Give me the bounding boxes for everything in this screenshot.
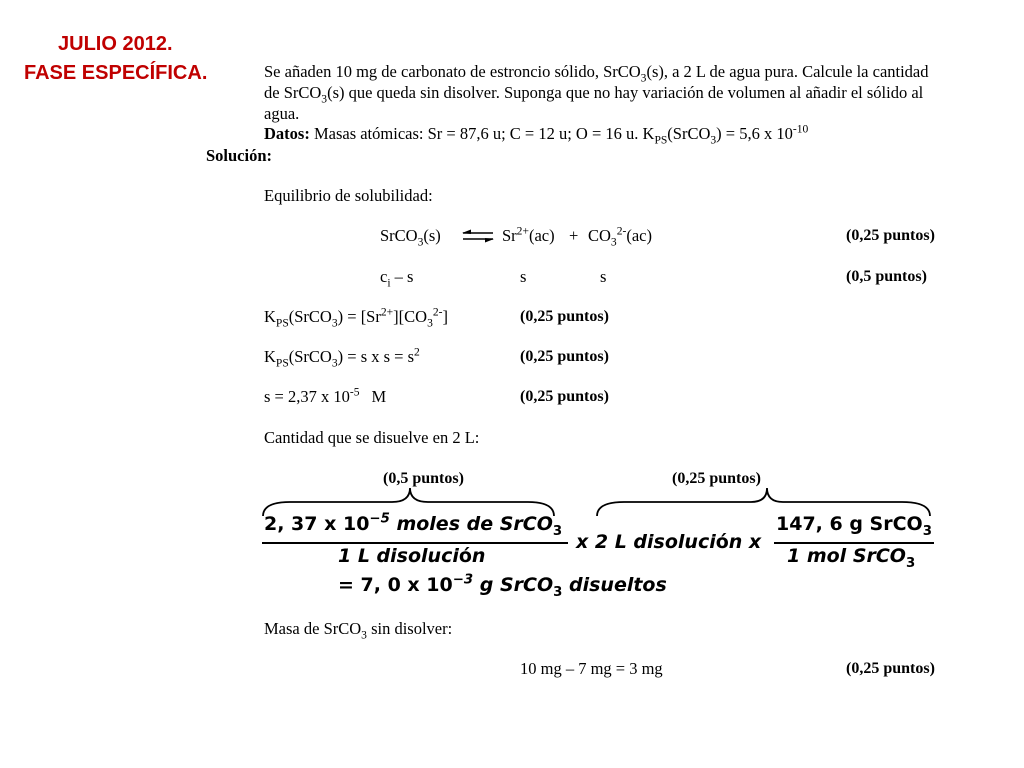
reaction-product-sr: $Sr^{2+}(ac)$ (502, 225, 555, 245)
fraction-1-numerator: 2, 37 x $10^{-5}$ moles de SrCO$_3$ (264, 511, 563, 539)
header-title-phase: FASE ESPECÍFICA. (24, 62, 208, 84)
equilibrium-arrow-icon (460, 229, 496, 243)
reaction-plus: + (569, 226, 579, 245)
kps-expression-points: (0,25 puntos) (520, 308, 609, 325)
conc-points: (0,5 puntos) (846, 268, 927, 285)
problem-datos: Datos: Masas atómicas: Sr = 87,6 u; C = 12 u; O = 16 u. $K_{PS}(SrCO_3) = 5,6$ x $10^{-10}$ (264, 123, 809, 147)
undissolved-label: Masa de SrCO$_3$ sin disolver: (264, 619, 453, 642)
kps-solubility-points: (0,25 puntos) (520, 348, 609, 365)
reaction-points: (0,25 puntos) (846, 227, 935, 244)
header-title-date: JULIO 2012. (58, 33, 173, 55)
conc-sr: s (520, 267, 527, 286)
conc-reactant: $c_i$ – s (380, 267, 414, 290)
solution-heading: Solución: (206, 146, 273, 165)
final-equation: 10 mg – 7 mg = 3 mg (520, 659, 663, 678)
dissolved-label: Cantidad que se disuelve en 2 L: (264, 428, 480, 447)
dissolved-result: = 7, 0 x $10^{-3}$ g SrCO$_3$ disueltos (338, 572, 667, 600)
fraction-2-numerator: 147, 6 g SrCO$_3$ (776, 513, 932, 539)
equilibrium-label: Equilibrio de solubilidad: (264, 186, 433, 205)
final-points: (0,25 puntos) (846, 660, 935, 677)
kps-solubility: $K_{PS}(SrCO_3) = s$ x $s = s^2$ (264, 346, 420, 370)
problem-line-3: agua. (264, 104, 300, 123)
problem-line-2: de SrCO$_3$(s) que queda sin disolver. Suponga que no hay variación de volumen al añadir el sólido al (264, 83, 924, 106)
fraction-2-denominator: 1 mol SrCO$_3$ (787, 545, 916, 571)
s-value: s = 2,37 x $10^{-5}$ M (264, 386, 387, 406)
middle-factor: x 2 L disolución x (576, 531, 762, 553)
fraction-1-denominator: 1 L disolución (338, 545, 486, 567)
reaction-product-co3: $CO_3^{2-}(ac)$ (588, 225, 652, 249)
kps-expression: $K_{PS}(SrCO_3) = [Sr^{2+}][CO_3^{2-}]$ (264, 306, 448, 330)
s-value-points: (0,25 puntos) (520, 388, 609, 405)
problem-line-1: Se añaden 10 mg de carbonato de estroncio sólido, SrCO$_3$(s), a 2 L de agua pura. Calcule la cantidad (264, 62, 929, 85)
brace-2-points: (0,25 puntos) (672, 470, 761, 487)
conc-co3: s (600, 267, 607, 286)
brace-1-points: (0,5 puntos) (383, 470, 464, 487)
reaction-reactant: SrCO$_3$(s) (380, 226, 441, 249)
